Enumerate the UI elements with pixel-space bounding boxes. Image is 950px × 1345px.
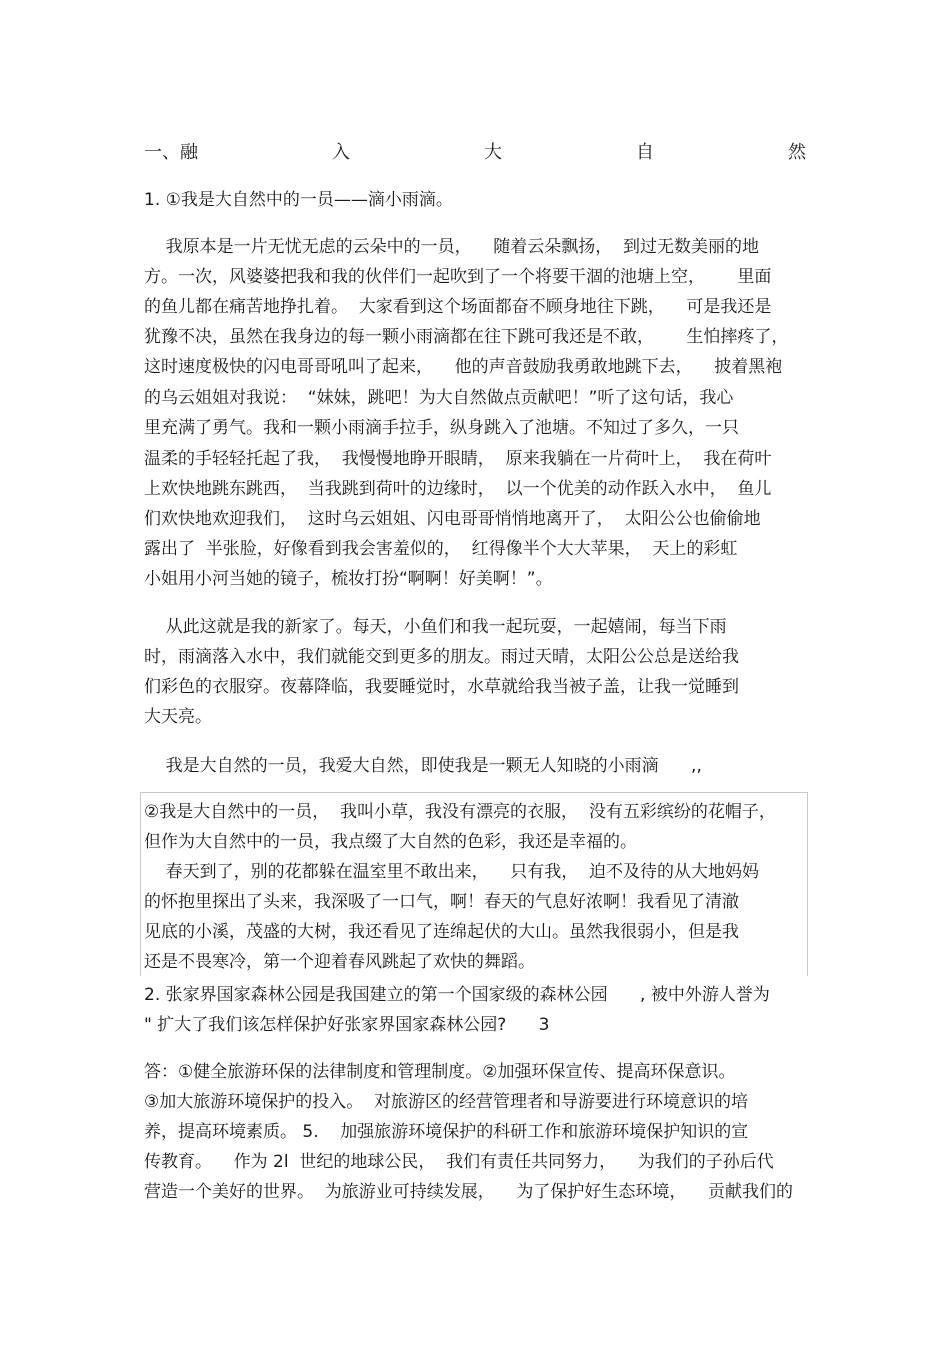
paragraph-line: 的怀抱里探出了头来，我深吸了一口气，啊！春天的气息好浓啊！我看见了清澈 — [144, 892, 739, 912]
paragraph-line: 上欢快地跳东跳西， 当我跳到荷叶的边缘时， 以一个优美的动作跃入水中， 鱼儿 — [144, 479, 772, 499]
answer-line: 营造一个美好的世界。 为旅游业可持续发展， 为了保护好生态环境， 贡献我们的 — [144, 1182, 794, 1202]
title-char: 自 — [636, 142, 654, 163]
paragraph-line: 温柔的手轻轻托起了我， 我慢慢地睁开眼睛， 原来我躺在一片荷叶上， 我在荷叶 — [144, 449, 772, 469]
paragraph-line: 们欢快地欢迎我们， 这时乌云姐姐、闪电哥哥悄悄地离开了， 太阳公公也偷偷地 — [144, 509, 761, 529]
paragraph-line: 露出了 半张脸，好像看到我会害羞似的， 红得像半个大大苹果， 天上的彩虹 — [144, 539, 738, 559]
paragraph-line: 这时速度极快的闪电哥哥吼叫了起来， 他的声音鼓励我勇敢地跳下去， 披着黑袍 — [144, 357, 783, 377]
section-title — [144, 143, 806, 163]
paragraph-line: 方。一次，风婆婆把我和我的伙伴们一起吹到了一个将要干涸的池塘上空， 里面 — [144, 267, 772, 287]
paragraph-line: 们彩色的衣服穿。夜幕降临，我要睡觉时，水草就给我当被子盖，让我一觉睡到 — [144, 677, 739, 697]
answer-line: 传教育。 作为 2l 世纪的地球公民， 我们有责任共同努力， 为我们的子孙后代 — [144, 1152, 774, 1172]
title-char: 入 — [332, 142, 350, 163]
paragraph-line: 我原本是一片无忧无虑的云朵中的一员， 随着云朵飘扬， 到过无数美丽的地 — [144, 237, 760, 257]
paragraph-line: 犹豫不决，虽然在我身边的每一颗小雨滴都在往下跳可我还是不敢， 生怕摔疼了， — [144, 327, 789, 347]
question-1-heading: 1. ①我是大自然中的一员——滴小雨滴。 — [144, 190, 453, 210]
paragraph-line: 还是不畏寒冷，第一个迎着春风跳起了欢快的舞蹈。 — [144, 952, 535, 972]
paragraph-line: 见底的小溪，茂盛的大树，我还看见了连绵起伏的大山。虽然我很弱小，但是我 — [144, 922, 739, 942]
paragraph-line: 但作为大自然中的一员，我点缀了大自然的色彩，我还是幸福的。 — [144, 832, 637, 852]
answer-line: ③加大旅游环境保护的投入。 对旅游区的经营管理者和导游要进行环境意识的培 — [144, 1092, 749, 1112]
paragraph-line: 从此这就是我的新家了。每天，小鱼们和我一起玩耍，一起嬉闹，每当下雨 — [144, 617, 727, 637]
title-char: 然 — [788, 142, 806, 163]
paragraph-line: ②我是大自然中的一员， 我叫小草，我没有漂亮的衣服， 没有五彩缤纷的花帽子， — [144, 802, 776, 822]
title-char: 大 — [484, 142, 502, 163]
paragraph-line: 我是大自然的一员，我爱大自然，即使我是一颗无人知晓的小雨滴 ,, — [144, 756, 702, 776]
paragraph-line: 时，雨滴落入水中，我们就能交到更多的朋友。雨过天晴，太阳公公总是送给我 — [144, 647, 739, 667]
paragraph-line: 里充满了勇气。我和一颗小雨滴手拉手，纵身跳入了池塘。不知过了多久，一只 — [144, 418, 739, 438]
answer-line: 养，提高环境素质。 5. 加强旅游环境保护的科研工作和旅游环境保护知识的宣 — [144, 1122, 749, 1142]
paragraph-line: 的乌云姐姐对我说： “妹妹，跳吧！为大自然做点贡献吧！”听了这句话，我心 — [144, 388, 734, 408]
question-2-line: " 扩大了我们该怎样保护好张家界国家森林公园? 3 — [144, 1015, 550, 1035]
question-2-line: 2. 张家界国家森林公园是我国建立的第一个国家级的森林公园 , 被中外游人誉为 — [144, 985, 770, 1005]
paragraph-line: 春天到了，别的花都躲在温室里不敢出来， 只有我， 迫不及待的从大地妈妈 — [144, 862, 760, 882]
title-char: 一、融 — [144, 142, 198, 163]
paragraph-line: 大天亮。 — [144, 707, 212, 727]
answer-line: 答：①健全旅游环保的法律制度和管理制度。②加强环保宣传、提高环保意识。 — [144, 1062, 736, 1082]
paragraph-line: 小姐用小河当她的镜子，梳妆打扮“啊啊！好美啊！”。 — [144, 569, 553, 589]
paragraph-line: 的鱼儿都在痛苦地挣扎着。 大家看到这个场面都奋不顾身地往下跳， 可是我还是 — [144, 297, 772, 317]
